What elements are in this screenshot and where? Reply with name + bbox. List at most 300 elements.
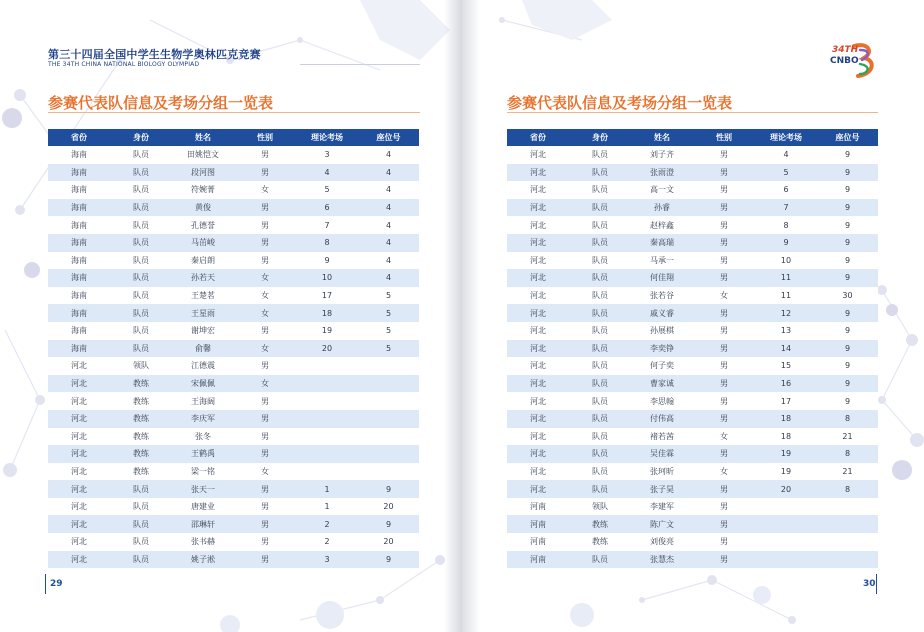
table-row [507, 480, 878, 498]
table-row [48, 164, 419, 182]
table-cell: 4 [358, 252, 419, 270]
table-cell: 9 [817, 199, 878, 217]
table-cell: 队员 [569, 410, 631, 428]
table-header-row [507, 129, 878, 146]
table-cell: 16 [755, 375, 817, 393]
table-cell: 女 [693, 287, 755, 305]
table-cell: 男 [693, 181, 755, 199]
table-row [48, 234, 419, 252]
table-cell: 18 [296, 304, 358, 322]
table-cell: 男 [234, 533, 296, 551]
table-cell: 男 [693, 515, 755, 533]
table-cell: 队员 [110, 164, 172, 182]
table-row [507, 375, 878, 393]
table-cell: 19 [296, 322, 358, 340]
table-cell: 河北 [507, 480, 569, 498]
table-cell: 4 [358, 234, 419, 252]
table-cell [296, 445, 358, 463]
table-cell: 男 [693, 146, 755, 164]
table-cell: 男 [693, 551, 755, 569]
table-cell: 13 [755, 322, 817, 340]
table-cell: 孙展棋 [631, 322, 693, 340]
table-cell: 9 [817, 392, 878, 410]
table-cell: 河北 [48, 463, 110, 481]
table-cell: 海南 [48, 199, 110, 217]
table-cell: 20 [358, 533, 419, 551]
table-cell: 队员 [110, 199, 172, 217]
table-row [48, 322, 419, 340]
table-cell: 4 [296, 164, 358, 182]
table-cell: 12 [755, 304, 817, 322]
table-cell: 男 [693, 234, 755, 252]
table-cell: 符婉菁 [172, 181, 234, 199]
table-cell [817, 533, 878, 551]
table-cell: 教练 [110, 428, 172, 446]
table-cell: 河北 [507, 181, 569, 199]
table-cell: 王楚茗 [172, 287, 234, 305]
table-cell: 黄俊 [172, 199, 234, 217]
table-row [48, 551, 419, 569]
right-page [462, 0, 924, 632]
table-row [48, 410, 419, 428]
table-cell: 9 [817, 252, 878, 270]
table-cell: 队员 [569, 269, 631, 287]
table-cell: 队员 [569, 252, 631, 270]
table-cell: 男 [693, 357, 755, 375]
column-header: 省份 [48, 129, 110, 146]
table-cell: 教练 [110, 392, 172, 410]
table-row [507, 392, 878, 410]
table-row [507, 304, 878, 322]
table-cell: 张雨澄 [631, 164, 693, 182]
table-cell: 何子奕 [631, 357, 693, 375]
table-cell: 海南 [48, 287, 110, 305]
page-number-right: 30 [863, 579, 876, 589]
table-cell: 14 [755, 340, 817, 358]
table-cell: 队员 [569, 392, 631, 410]
table-cell: 女 [234, 340, 296, 358]
table-cell: 李思翰 [631, 392, 693, 410]
table-cell: 队员 [569, 216, 631, 234]
table-cell: 5 [358, 287, 419, 305]
table-cell: 孙睿 [631, 199, 693, 217]
table-cell: 孔德誉 [172, 216, 234, 234]
table-cell: 河北 [507, 428, 569, 446]
table-cell: 女 [234, 181, 296, 199]
table-row [507, 340, 878, 358]
table-cell: 队员 [110, 480, 172, 498]
table-cell: 15 [755, 357, 817, 375]
column-header: 理论考场 [755, 129, 817, 146]
table-cell: 河北 [507, 375, 569, 393]
table-cell: 河北 [48, 498, 110, 516]
table-cell: 队员 [110, 146, 172, 164]
logo-year: 34TH [832, 45, 859, 55]
section-title-right: 参赛代表队信息及考场分组一览表 [507, 94, 733, 112]
table-cell: 17 [755, 392, 817, 410]
table-cell: 4 [755, 146, 817, 164]
table-cell: 海南 [48, 322, 110, 340]
table-cell: 河北 [48, 375, 110, 393]
table-cell: 男 [693, 269, 755, 287]
table-cell: 30 [817, 287, 878, 305]
table-cell: 5 [358, 304, 419, 322]
table-row [507, 199, 878, 217]
table-cell: 戚义睿 [631, 304, 693, 322]
table-row [507, 498, 878, 516]
table-cell: 1 [296, 480, 358, 498]
table-cell: 男 [693, 445, 755, 463]
table-cell [817, 515, 878, 533]
table-cell: 马承一 [631, 252, 693, 270]
column-header: 姓名 [172, 129, 234, 146]
table-cell: 21 [817, 428, 878, 446]
table-cell: 河北 [507, 340, 569, 358]
table-cell: 2 [296, 533, 358, 551]
table-cell: 男 [234, 498, 296, 516]
table-cell: 河北 [507, 164, 569, 182]
table-cell: 18 [755, 428, 817, 446]
table-cell: 教练 [110, 445, 172, 463]
table-cell: 赵梓鑫 [631, 216, 693, 234]
table-row [507, 181, 878, 199]
table-cell: 9 [817, 164, 878, 182]
page-number-bar-right [876, 574, 877, 594]
table-cell [358, 445, 419, 463]
binding-shadow-right [462, 0, 480, 632]
table-cell: 队员 [110, 269, 172, 287]
table-cell: 海南 [48, 340, 110, 358]
table-cell: 河北 [507, 304, 569, 322]
table-cell: 19 [755, 445, 817, 463]
table-cell: 8 [817, 480, 878, 498]
table-row [48, 304, 419, 322]
table-cell [296, 463, 358, 481]
table-cell: 男 [234, 199, 296, 217]
table-cell: 河南 [507, 551, 569, 569]
table-cell: 刘俊亮 [631, 533, 693, 551]
table-cell: 队员 [569, 445, 631, 463]
table-cell: 9 [817, 304, 878, 322]
table-cell: 男 [693, 252, 755, 270]
table-cell: 河北 [507, 445, 569, 463]
table-cell: 队员 [569, 322, 631, 340]
table-cell: 男 [234, 515, 296, 533]
table-cell: 队员 [569, 463, 631, 481]
table-cell: 男 [234, 445, 296, 463]
table-cell: 9 [817, 216, 878, 234]
column-header: 座位号 [358, 129, 419, 146]
table-cell: 18 [755, 410, 817, 428]
table-cell: 9 [817, 146, 878, 164]
table-cell: 8 [817, 410, 878, 428]
header-divider [300, 64, 420, 65]
table-cell: 张冬 [172, 428, 234, 446]
table-cell: 9 [817, 234, 878, 252]
table-cell [296, 410, 358, 428]
table-cell: 男 [693, 340, 755, 358]
table-cell: 9 [817, 269, 878, 287]
table-cell: 6 [296, 199, 358, 217]
table-header-row [48, 129, 419, 146]
table-row [48, 515, 419, 533]
table-cell: 马茁峻 [172, 234, 234, 252]
table-cell: 秦启朗 [172, 252, 234, 270]
table-cell: 男 [234, 252, 296, 270]
table-cell: 男 [693, 498, 755, 516]
table-cell: 张书赫 [172, 533, 234, 551]
table-cell: 男 [234, 146, 296, 164]
table-cell: 河南 [507, 533, 569, 551]
table-row [507, 216, 878, 234]
table-cell: 3 [296, 146, 358, 164]
table-cell: 张若谷 [631, 287, 693, 305]
table-cell: 男 [693, 199, 755, 217]
table-row [507, 357, 878, 375]
table-cell: 5 [358, 322, 419, 340]
column-header: 性别 [693, 129, 755, 146]
table-cell: 11 [755, 269, 817, 287]
table-cell: 队员 [569, 199, 631, 217]
table-cell: 1 [296, 498, 358, 516]
table-cell: 男 [693, 533, 755, 551]
table-cell: 教练 [110, 463, 172, 481]
table-cell: 女 [234, 287, 296, 305]
table-cell: 10 [296, 269, 358, 287]
column-header: 身份 [110, 129, 172, 146]
table-cell: 队员 [110, 234, 172, 252]
table-cell: 王星雨 [172, 304, 234, 322]
table-cell: 队员 [569, 428, 631, 446]
table-cell: 队员 [110, 322, 172, 340]
table-cell [755, 498, 817, 516]
table-row [507, 269, 878, 287]
table-cell: 女 [234, 463, 296, 481]
table-cell: 俞馨 [172, 340, 234, 358]
table-cell: 9 [358, 551, 419, 569]
table-row [48, 463, 419, 481]
table-cell: 9 [755, 234, 817, 252]
table-cell: 河南 [507, 515, 569, 533]
table-cell: 7 [755, 199, 817, 217]
table-cell: 女 [234, 304, 296, 322]
table-cell: 曹家诚 [631, 375, 693, 393]
table-cell: 河北 [507, 234, 569, 252]
table-cell [755, 533, 817, 551]
table-cell: 8 [296, 234, 358, 252]
table-cell [296, 392, 358, 410]
table-cell: 队员 [569, 375, 631, 393]
table-cell: 女 [693, 463, 755, 481]
table-cell: 教练 [569, 515, 631, 533]
table-cell: 吴佳霖 [631, 445, 693, 463]
table-row [507, 533, 878, 551]
table-row [48, 252, 419, 270]
table-cell: 海南 [48, 304, 110, 322]
table-cell: 5 [358, 340, 419, 358]
table-cell: 3 [296, 551, 358, 569]
table-cell: 9 [358, 480, 419, 498]
table-cell [358, 428, 419, 446]
table-cell: 河北 [507, 199, 569, 217]
table-cell: 20 [296, 340, 358, 358]
table-cell: 6 [755, 181, 817, 199]
table-row [507, 252, 878, 270]
table-cell: 男 [234, 480, 296, 498]
table-cell: 河北 [507, 287, 569, 305]
roster-table-right [507, 129, 878, 568]
table-cell: 海南 [48, 181, 110, 199]
table-row [48, 480, 419, 498]
table-cell: 河北 [507, 252, 569, 270]
table-cell: 李建军 [631, 498, 693, 516]
table-cell: 2 [296, 515, 358, 533]
page-number-bar-left [45, 574, 46, 594]
table-cell: 河北 [507, 146, 569, 164]
table-cell: 20 [755, 480, 817, 498]
olympiad-title-cn: 第三十四届全国中学生生物学奥林匹克竞赛 [48, 48, 261, 61]
table-cell: 河北 [507, 216, 569, 234]
table-row [48, 445, 419, 463]
table-row [48, 269, 419, 287]
table-row [507, 410, 878, 428]
table-cell: 教练 [569, 533, 631, 551]
table-cell [296, 375, 358, 393]
table-cell: 男 [693, 375, 755, 393]
table-row [507, 515, 878, 533]
table-cell: 领队 [110, 357, 172, 375]
table-row [48, 181, 419, 199]
table-cell: 河南 [507, 498, 569, 516]
table-cell: 男 [234, 322, 296, 340]
table-cell: 4 [358, 164, 419, 182]
table-cell: 邵琳轩 [172, 515, 234, 533]
table-cell: 5 [296, 181, 358, 199]
table-row [507, 551, 878, 569]
table-cell: 河北 [48, 515, 110, 533]
table-cell: 队员 [110, 216, 172, 234]
table-cell: 孙若天 [172, 269, 234, 287]
table-cell: 4 [358, 199, 419, 217]
table-cell [358, 463, 419, 481]
table-cell: 4 [358, 216, 419, 234]
table-cell: 10 [755, 252, 817, 270]
table-cell: 队员 [110, 287, 172, 305]
table-cell: 20 [358, 498, 419, 516]
table-cell: 队员 [569, 146, 631, 164]
table-cell: 宋佩佩 [172, 375, 234, 393]
table-cell: 张子昊 [631, 480, 693, 498]
table-cell: 河北 [48, 392, 110, 410]
table-cell: 海南 [48, 234, 110, 252]
table-cell: 队员 [569, 164, 631, 182]
table-cell: 女 [234, 375, 296, 393]
table-cell: 队员 [110, 498, 172, 516]
table-cell: 男 [234, 428, 296, 446]
table-cell: 海南 [48, 164, 110, 182]
table-cell [817, 551, 878, 569]
table-cell: 梁一铭 [172, 463, 234, 481]
table-cell: 4 [358, 269, 419, 287]
table-cell: 田姚恺文 [172, 146, 234, 164]
table-cell: 领队 [569, 498, 631, 516]
table-cell: 9 [296, 252, 358, 270]
table-row [48, 340, 419, 358]
table-row [48, 498, 419, 516]
table-cell: 男 [234, 216, 296, 234]
section-divider-left [48, 112, 420, 113]
table-cell [755, 515, 817, 533]
table-cell: 李奕铮 [631, 340, 693, 358]
table-cell: 4 [358, 181, 419, 199]
table-cell: 9 [817, 181, 878, 199]
table-cell: 队员 [569, 340, 631, 358]
table-row [48, 216, 419, 234]
table-cell: 8 [817, 445, 878, 463]
table-cell: 19 [755, 463, 817, 481]
table-cell: 4 [358, 146, 419, 164]
table-cell: 王海阔 [172, 392, 234, 410]
table-row [48, 199, 419, 217]
table-cell: 男 [693, 322, 755, 340]
table-cell: 21 [817, 463, 878, 481]
table-row [507, 428, 878, 446]
table-cell: 男 [693, 480, 755, 498]
table-cell [358, 357, 419, 375]
table-row [48, 428, 419, 446]
table-cell: 河北 [507, 322, 569, 340]
page-number-left: 29 [50, 579, 63, 589]
table-cell: 河北 [48, 551, 110, 569]
table-cell: 9 [817, 375, 878, 393]
table-cell: 河北 [507, 357, 569, 375]
table-cell: 何佳翔 [631, 269, 693, 287]
roster-table-left [48, 129, 419, 568]
table-cell: 队员 [569, 304, 631, 322]
table-cell: 队员 [110, 304, 172, 322]
table-cell: 队员 [569, 357, 631, 375]
table-cell: 褚若茜 [631, 428, 693, 446]
column-header: 座位号 [817, 129, 878, 146]
table-cell: 17 [296, 287, 358, 305]
table-cell: 秦高瑞 [631, 234, 693, 252]
table-row [507, 146, 878, 164]
table-cell [358, 375, 419, 393]
table-cell: 海南 [48, 252, 110, 270]
section-divider-right [507, 112, 878, 113]
table-cell [358, 392, 419, 410]
table-row [507, 322, 878, 340]
column-header: 性别 [234, 129, 296, 146]
column-header: 姓名 [631, 129, 693, 146]
table-cell: 队员 [569, 181, 631, 199]
table-cell: 张慧杰 [631, 551, 693, 569]
table-cell: 河北 [48, 533, 110, 551]
table-cell: 队员 [110, 515, 172, 533]
table-row [507, 234, 878, 252]
table-cell: 姚子淞 [172, 551, 234, 569]
table-row [507, 463, 878, 481]
table-cell: 谢坤宏 [172, 322, 234, 340]
table-cell: 队员 [569, 480, 631, 498]
table-cell: 高一文 [631, 181, 693, 199]
table-cell: 河北 [507, 463, 569, 481]
table-row [48, 375, 419, 393]
table-cell: 张天一 [172, 480, 234, 498]
table-cell: 5 [755, 164, 817, 182]
table-cell: 女 [693, 428, 755, 446]
table-cell: 李庆军 [172, 410, 234, 428]
